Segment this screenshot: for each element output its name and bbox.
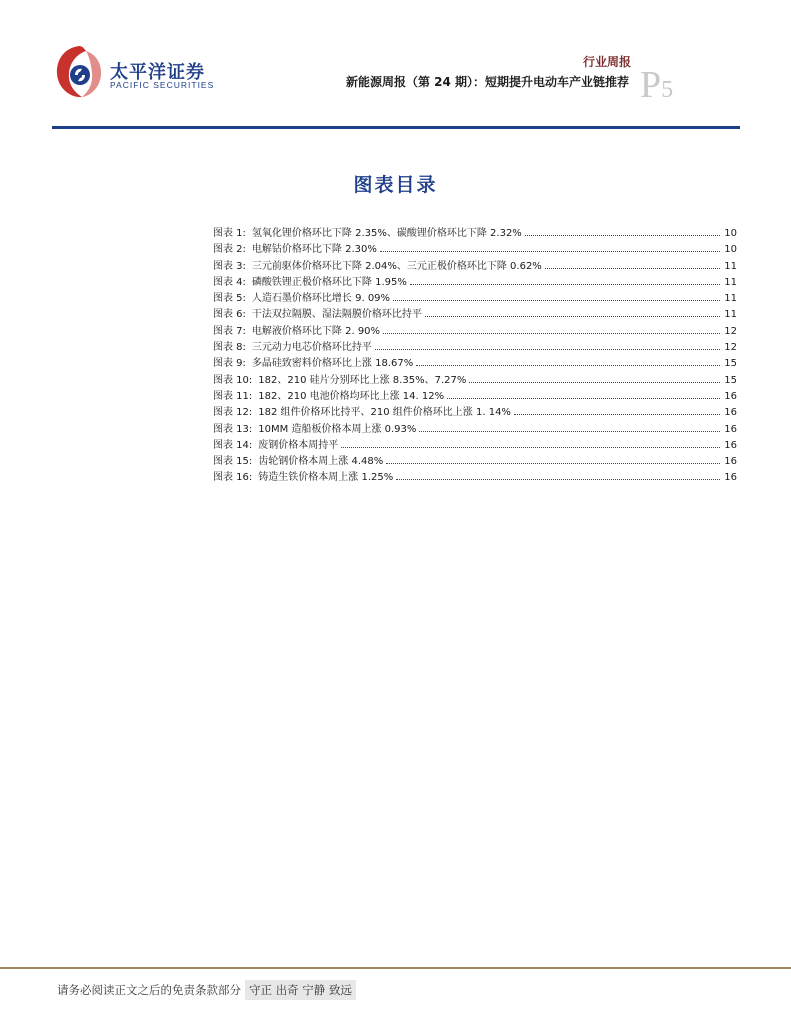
toc-entry-label: 图表 11: (213, 390, 253, 402)
toc-entry-leader (419, 421, 720, 432)
toc-entry-leader (425, 306, 720, 317)
toc-entry-page: 15 (724, 374, 737, 386)
toc-entry[interactable] (213, 274, 737, 290)
toc-entry-title: 电解液价格环比下降 2. 90% (251, 325, 381, 337)
toc-entry-page: 16 (724, 456, 737, 468)
toc-entry-title: 三元前驱体价格环比下降 2.04%、三元正极价格环比下降 0.62% (251, 260, 542, 272)
toc-entry-page: 11 (724, 276, 737, 288)
toc-entry-page: 16 (724, 407, 737, 419)
toc-heading: 图表目录 (353, 174, 438, 196)
toc-entry-label: 图表 13: (213, 423, 253, 435)
toc-entry-label: 图表 3: (213, 260, 246, 272)
toc-entry-title: 氢氧化锂价格环比下降 2.35%、碳酸锂价格环比下降 2.32% (251, 228, 522, 239)
toc-entry[interactable] (213, 437, 737, 453)
toc-entry-title: 人造石墨价格环比增长 9. 09% (251, 293, 391, 305)
toc-entry-page: 11 (724, 293, 737, 305)
toc-entry[interactable] (213, 404, 737, 420)
toc-entry-title: 182、210 电池价格均环比上涨 14. 12% (258, 390, 445, 402)
toc-entry-page: 12 (724, 342, 737, 354)
toc-entry[interactable] (213, 469, 737, 485)
toc-entry-label: 图表 8: (213, 342, 246, 354)
page-digit: 5 (661, 77, 674, 103)
toc-entry-title: 干法双拉隔膜、湿法隔膜价格环比持平 (251, 309, 422, 321)
toc-entry-page: 16 (724, 390, 737, 402)
toc-entry-title: 10MM 造船板价格本周上涨 0.93% (258, 423, 417, 435)
toc-entry-label: 图表 15: (213, 456, 253, 468)
toc-entry-label: 图表 4: (213, 276, 246, 288)
footer (57, 980, 356, 1000)
toc-entry[interactable] (213, 388, 737, 404)
toc-list (213, 225, 737, 486)
toc-entry-leader (393, 290, 720, 301)
footer-disclaimer: 请务必阅读正文之后的免责条款部分 (57, 983, 241, 997)
page-letter: P (640, 64, 662, 106)
toc-entry-title: 三元动力电芯价格环比持平 (251, 342, 372, 354)
toc-entry-label: 图表 12: (213, 407, 253, 419)
toc-entry-label: 图表 9: (213, 358, 246, 370)
toc-entry-leader (396, 469, 720, 480)
toc-entry-label: 图表 5: (213, 293, 246, 305)
header-divider (52, 126, 740, 129)
toc-entry-title: 齿轮钢价格本周上涨 4.48% (258, 456, 384, 468)
toc-entry-title: 电解钴价格环比下降 2.30% (251, 244, 377, 256)
toc-entry[interactable] (213, 225, 737, 241)
toc-entry-title: 182、210 硅片分别环比上涨 8.35%、7.27% (258, 374, 467, 386)
footer-divider (0, 967, 791, 969)
toc-entry[interactable] (213, 421, 737, 437)
logo-english-name: PACIFIC SECURITIES (110, 80, 215, 90)
company-logo (52, 42, 215, 102)
toc-entry-label: 图表 10: (213, 374, 253, 386)
logo-chinese-name: 太平洋证券 (110, 62, 205, 83)
toc-entry[interactable] (213, 290, 737, 306)
toc-entry-label: 图表 1: (213, 228, 246, 239)
toc-entry-page: 15 (724, 358, 737, 370)
toc-entry-leader (469, 372, 720, 383)
toc-entry-leader (380, 241, 720, 252)
toc-entry-title: 多晶硅致密料价格环比上涨 18.67% (251, 358, 414, 370)
toc-entry-leader (447, 388, 720, 399)
toc-entry-leader (416, 355, 720, 366)
report-title: 新能源周报（第 24 期）：短期提升电动车产业链推荐 (345, 75, 629, 89)
toc-entry-page: 16 (724, 439, 737, 451)
toc-entry-page: 10 (724, 228, 737, 239)
toc-entry-page: 16 (724, 423, 737, 435)
toc-entry[interactable] (213, 306, 737, 322)
toc-entry-leader (410, 274, 720, 285)
toc-entry-leader (525, 225, 720, 236)
toc-entry-leader (386, 453, 720, 464)
toc-entry-label: 图表 2: (213, 244, 246, 256)
toc-entry[interactable] (213, 453, 737, 469)
toc-entry[interactable] (213, 241, 737, 257)
page-number (640, 66, 673, 104)
toc-entry-title: 铸造生铁价格本周上涨 1.25% (258, 472, 394, 484)
toc-entry-page: 16 (724, 472, 737, 484)
toc-entry[interactable] (213, 355, 737, 371)
toc-entry-label: 图表 16: (213, 472, 253, 484)
toc-entry-page: 12 (724, 325, 737, 337)
toc-entry[interactable] (213, 372, 737, 388)
toc-entry[interactable] (213, 323, 737, 339)
toc-entry-leader (545, 258, 720, 269)
toc-entry[interactable] (213, 339, 737, 355)
toc-entry-label: 图表 14: (213, 439, 253, 451)
toc-entry[interactable] (213, 258, 737, 274)
pacific-securities-logo-icon (52, 42, 106, 102)
toc-entry-page: 11 (724, 309, 737, 321)
footer-motto: 守正 出奇 宁静 致远 (245, 980, 356, 1000)
toc-entry-title: 废钢价格本周持平 (258, 439, 339, 451)
toc-entry-page: 10 (724, 244, 737, 256)
toc-entry-label: 图表 7: (213, 325, 246, 337)
toc-entry-label: 图表 6: (213, 309, 246, 321)
toc-entry-leader (341, 437, 720, 448)
toc-entry-title: 182 组件价格环比持平、210 组件价格环比上涨 1. 14% (258, 407, 511, 419)
toc-entry-title: 磷酸铁锂正极价格环比下降 1.95% (251, 276, 407, 288)
toc-entry-leader (383, 323, 720, 334)
toc-entry-page: 11 (724, 260, 737, 272)
toc-entry-leader (514, 404, 720, 415)
report-type: 行业周报 (582, 55, 631, 69)
toc-entry-leader (375, 339, 720, 350)
